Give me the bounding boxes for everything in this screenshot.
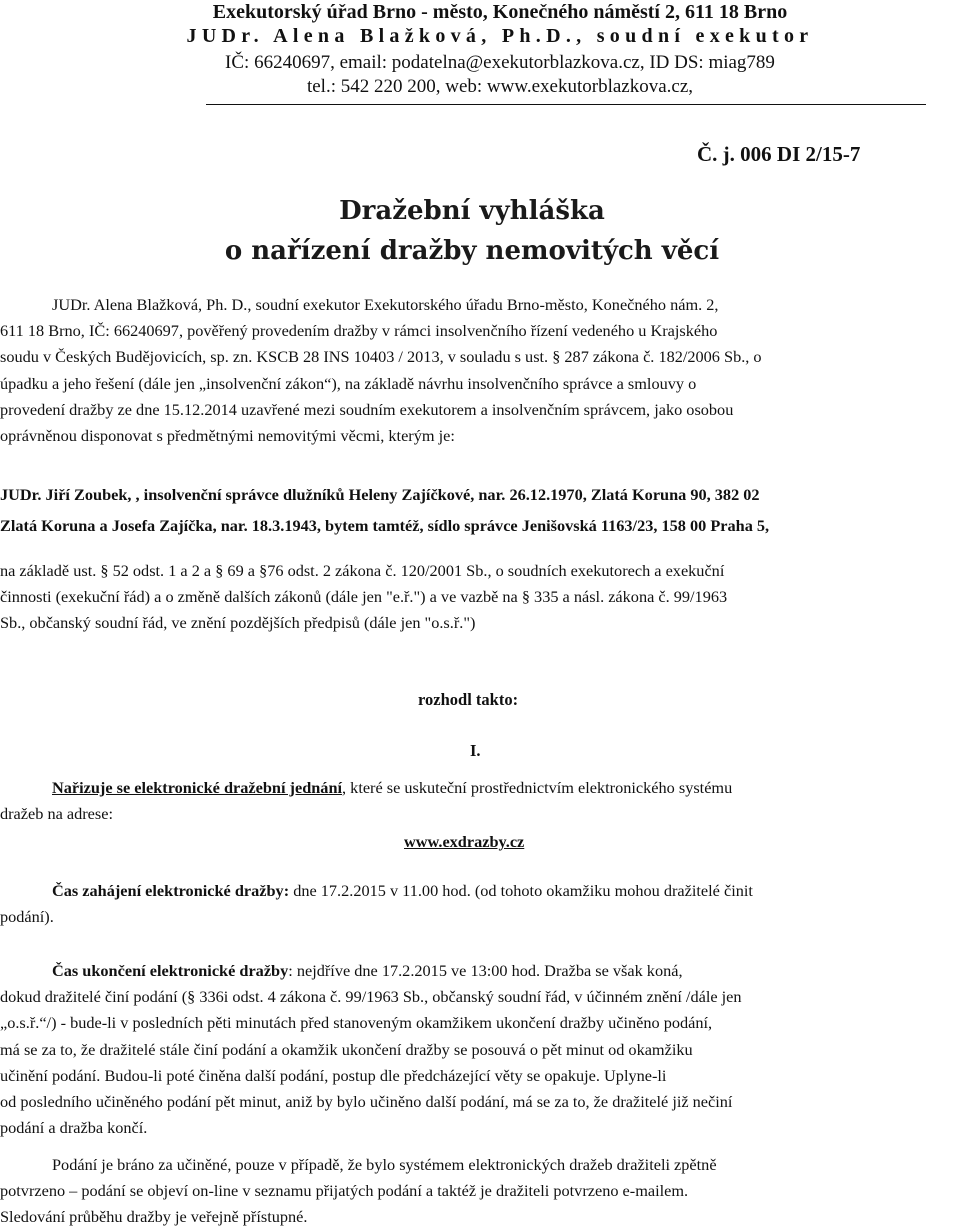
auction-order-text: dražeb na adrese: (0, 804, 113, 824)
start-time-text: dne 17.2.2015 v 11.00 hod. (od tohoto okamžiku mohou dražitelé činit (289, 881, 753, 900)
bid-confirmation-line: potvrzeno – podání se objeví on-line v seznamu přijatých podání a taktéž je dražiteli potvrzeno e-mailem. (0, 1181, 689, 1201)
administrator-line: Zlatá Koruna a Josefa Zajíčka, nar. 18.3.1943, bytem tamtéž, sídlo správce Jenišovská 1163/23, 158 00 Praha 5, (0, 516, 770, 535)
intro-line: provedení dražby ze dne 15.12.2014 uzavřené mezi soudním exekutorem a insolvenčním správcem, jako osobou (0, 399, 734, 419)
legal-basis-line: Sb., občanský soudní řád, ve znění pozdějších předpisů (dále jen "o.s.ř.") (0, 613, 476, 633)
insolvency-administrator (0, 479, 956, 541)
office-name: Exekutorský úřad Brno - město, Konečného náměstí 2, 611 18 Brno (212, 1, 788, 23)
header-divider (206, 104, 926, 105)
intro-line: úpadku a jeho řešení (dále jen „insolvenční zákon“), na základě návrhu insolvenčního správce a smlouvy o (0, 373, 697, 393)
end-time-text: učinění podání. Budou-li poté činěna další podání, postup dle předcházející věty se opakuje. Uplyne-li (0, 1065, 667, 1085)
bid-confirmation-line: Podání je bráno za učiněné, pouze v případě, že bylo systémem elektronických dražeb dražiteli zpětně (52, 1155, 717, 1174)
legal-basis (0, 558, 956, 637)
legal-basis-line: činnosti (exekuční řád) a o změně dalších zákonů (dále jen "e.ř.") a ve vazbě na § 335 a násl. zákona č. 99/1963 (0, 587, 728, 607)
start-time-text: podání). (0, 907, 54, 927)
intro-paragraph (0, 292, 956, 449)
decision-heading: rozhodl takto: (418, 690, 519, 709)
bid-confirmation-paragraph (0, 1152, 956, 1231)
bid-confirmation-line: Sledování průběhu dražby je veřejně přístupné. (0, 1207, 308, 1227)
legal-basis-line: na základě ust. § 52 odst. 1 a 2 a § 69 a §76 odst. 2 zákona č. 120/2001 Sb., o soudních exekutorech a exekuční (0, 561, 725, 580)
end-time-paragraph (0, 958, 956, 1141)
executor-name: JUDr. Alena Blažková, Ph.D., soudní exekutor (186, 25, 814, 47)
end-time-text: „o.s.ř.“/) - bude-li v posledních pěti minutách před stanoveným okamžikem ukončení dražby učiněno podání, (0, 1013, 713, 1033)
contact-phone-web: tel.: 542 220 200, web: www.exekutorblazkova.cz, (306, 76, 694, 97)
intro-line: oprávněnou disponovat s předmětnými nemovitými věcmi, kterým je: (0, 425, 455, 445)
end-time-text: dokud dražitelé činí podání (§ 336i odst. 4 zákona č. 99/1963 Sb., občanský soudní řád, v účinném znění /dále jen (0, 987, 742, 1007)
start-time-paragraph (0, 878, 956, 930)
document-title: Dražební vyhláška (339, 196, 605, 226)
reference-number: Č. j. 006 DI 2/15-7 (697, 142, 861, 166)
auction-order-text: , které se uskuteční prostřednictvím elektronického systému (342, 778, 733, 797)
auction-order-bold: Nařizuje se elektronické dražební jednání (52, 778, 343, 797)
end-time-text: má se za to, že dražitelé stále činí podání a okamžik ukončení dražby se posouvá o pět minut od okamžiku (0, 1039, 693, 1059)
contact-ids: IČ: 66240697, email: podatelna@exekutorblazkova.cz, ID DS: miag789 (225, 52, 775, 73)
intro-line: JUDr. Alena Blažková, Ph. D., soudní exekutor Exekutorského úřadu Brno-město, Konečného nám. 2, (52, 295, 719, 314)
end-time-text: od posledního učiněného podání pět minut, aniž by bylo učiněno další podání, má se za to, že dražitelé již nečiní (0, 1091, 733, 1111)
auction-url-link[interactable]: www.exdrazby.cz (404, 832, 525, 851)
auction-order-paragraph (0, 775, 956, 827)
administrator-line: JUDr. Jiří Zoubek, , insolvenční správce dlužníků Heleny Zajíčkové, nar. 26.12.1970, Zlatá Koruna 90, 382 02 (0, 485, 760, 504)
start-time-label: Čas zahájení elektronické dražby: (52, 881, 290, 900)
end-time-text: podání a dražba končí. (0, 1118, 148, 1138)
end-time-label: Čas ukončení elektronické dražby (52, 961, 289, 980)
intro-line: soudu v Českých Budějovicích, sp. zn. KSCB 28 INS 10403 / 2013, v souladu s ust. § 287 zákona č. 182/2006 Sb., o (0, 347, 762, 367)
document-subtitle: o nařízení dražby nemovitých věcí (224, 236, 720, 266)
end-time-text: : nejdříve dne 17.2.2015 ve 13:00 hod. Dražba se však koná, (288, 961, 683, 980)
intro-line: 611 18 Brno, IČ: 66240697, pověřený provedením dražby v rámci insolvenčního řízení vedeného u Krajského (0, 321, 718, 341)
section-number: I. (470, 741, 481, 760)
